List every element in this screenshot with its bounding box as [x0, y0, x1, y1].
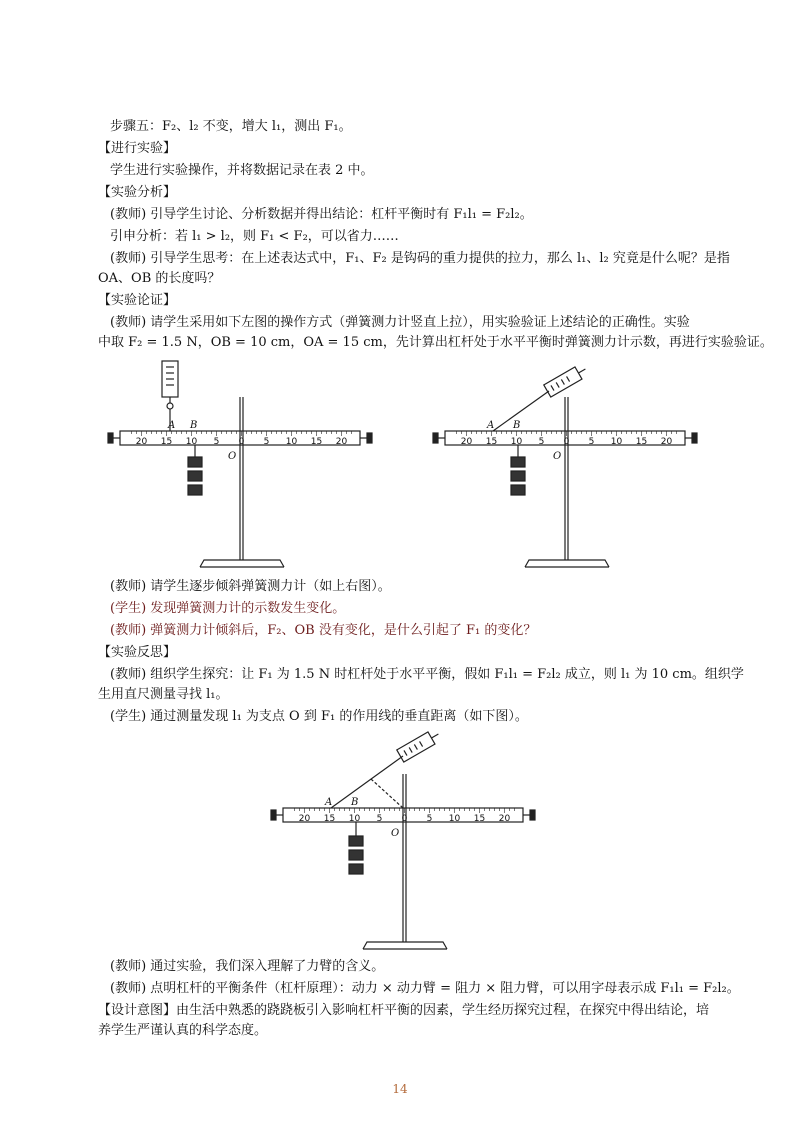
paragraph: (教师) 组织学生探究：让 F₁ 为 1.5 N 时杠杆处于水平平衡，假如 F₁l₁ = F₂l₂ 成立，则 l₁ 为 10 cm。组织学 [110, 667, 744, 682]
section-heading-experiment: 【进行实验】 [98, 141, 177, 156]
point-a-label: A [487, 420, 495, 431]
paragraph: 引申分析：若 l₁ > l₂，则 F₁ < F₂，可以省力…… [110, 229, 399, 244]
paragraph: (学生) 发现弹簧测力计的示数发生变化。 [110, 601, 346, 616]
scale-label: 15 [323, 814, 336, 824]
point-a-label: A [325, 797, 333, 808]
scale-label: 10 [185, 437, 198, 447]
scale-label: 10 [285, 437, 298, 447]
section-heading-reflection: 【实验反思】 [98, 645, 177, 660]
paragraph: 生用直尺测量寻找 l₁。 [98, 687, 229, 702]
point-o-label: O [391, 828, 400, 839]
scale-label: 10 [448, 814, 461, 824]
scale-label: 0 [238, 437, 245, 447]
scale-label: 0 [563, 437, 570, 447]
lever-figure-arm [263, 720, 553, 955]
scale-label: 15 [473, 814, 486, 824]
scale-label: 5 [213, 437, 220, 447]
paragraph: 中取 F₂ = 1.5 N，OB = 10 cm，OA = 15 cm，先计算出杠杆处于水平平衡时弹簧测力计示数，再进行实验验证。 [98, 335, 773, 350]
point-b-label: B [351, 797, 359, 808]
page-number: 14 [392, 1082, 408, 1096]
section-heading-analysis: 【实验分析】 [98, 185, 177, 200]
scale-label: 0 [401, 814, 408, 824]
point-o-label: O [228, 451, 237, 462]
point-b-label: B [190, 420, 198, 431]
scale-label: 5 [263, 437, 270, 447]
scale-label: 5 [588, 437, 595, 447]
paragraph: OA、OB 的长度吗？ [98, 271, 221, 286]
section-heading-proof: 【实验论证】 [98, 293, 177, 308]
scale-label: 5 [376, 814, 383, 824]
scale-label: 10 [610, 437, 623, 447]
step-five: 步骤五：F₂、l₂ 不变，增大 l₁，测出 F₁。 [110, 119, 352, 134]
scale-label: 5 [426, 814, 433, 824]
scale-label: 15 [485, 437, 498, 447]
paragraph: (教师) 通过实验，我们深入理解了力臂的含义。 [110, 959, 385, 974]
point-o-label: O [553, 451, 562, 462]
scale-label: 10 [510, 437, 523, 447]
scale-label: 15 [310, 437, 323, 447]
paragraph: (教师) 点明杠杆的平衡条件（杠杆原理）：动力 × 动力臂 = 阻力 × 阻力臂，可以用字母表示成 F₁l₁ = F₂l₂。 [110, 981, 740, 996]
scale-label: 10 [348, 814, 361, 824]
design-intent: 【设计意图】由生活中熟悉的跷跷板引入影响杠杆平衡的因素，学生经历探究过程，在探究中得出结论，培 [98, 1003, 710, 1018]
scale-label: 20 [660, 437, 673, 447]
paragraph: (学生) 通过测量发现 l₁ 为支点 O 到 F₁ 的作用线的垂直距离（如下图）。 [110, 709, 528, 724]
paragraph: (教师) 请学生逐步倾斜弹簧测力计（如上右图）。 [110, 579, 391, 594]
paragraph: (教师) 引导学生思考：在上述表达式中，F₁、F₂ 是钩码的重力提供的拉力，那么 l₁、l₂ 究竟是什么呢？是指 [110, 251, 730, 266]
scale-label: 20 [460, 437, 473, 447]
scale-label: 20 [298, 814, 311, 824]
scale-label: 15 [635, 437, 648, 447]
paragraph: (教师) 弹簧测力计倾斜后，F₂、OB 没有变化，是什么引起了 F₁ 的变化？ [110, 623, 537, 638]
paragraph: (教师) 引导学生讨论、分析数据并得出结论：杠杆平衡时有 F₁l₁ = F₂l₂。 [110, 207, 533, 222]
lever-figure-vertical [100, 355, 390, 575]
scale-label: 20 [498, 814, 511, 824]
scale-label: 20 [335, 437, 348, 447]
scale-label: 15 [160, 437, 173, 447]
scale-label: 5 [538, 437, 545, 447]
scale-label: 20 [135, 437, 148, 447]
point-a-label: A [168, 420, 176, 431]
paragraph: (教师) 请学生采用如下左图的操作方式（弹簧测力计竖直上拉），用实验验证上述结论的正确性。实验 [110, 315, 690, 330]
design-intent: 养学生严谨认真的科学态度。 [98, 1023, 268, 1038]
lever-figure-tilted [425, 355, 715, 575]
point-b-label: B [513, 420, 521, 431]
paragraph: 学生进行实验操作，并将数据记录在表 2 中。 [110, 163, 374, 178]
